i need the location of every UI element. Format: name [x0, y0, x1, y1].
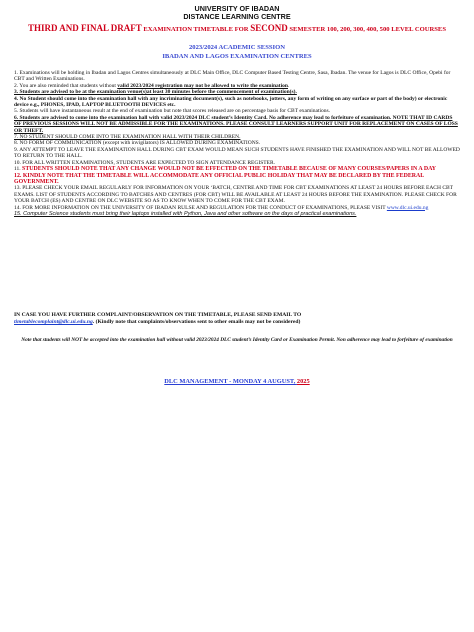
instruction-6: 6. Students are advised to come into the examination hall with valid 2023/2024 DLC student’s Identity Card. No adherence may lead to forfeiture of examination. NOTE THAT ID CARDS OF PREVIOUS SESSIONS WILL NOT BE ADMISSIBLE FOR THE EXAMINATIONS. PLEASE CONSULT LEARNERS SUPPORT UNIT FOR REPLACEMENT ON CASES OF LOSS OR THEFT. [14, 114, 458, 134]
footer-text: DLC MANAGEMENT - MONDAY 4 AUGUST, [164, 378, 297, 385]
instruction-10: 10. FOR ALL WRITTEN EXAMINATIONS, STUDENTS ARE EXPECTED TO SIGN ATTENDANCE REGISTER. [14, 159, 276, 166]
instruction-1: 1. Examinations will be holding in Ibadan and Lagos Centres simultaneously at DLC Main Office, DLC Computer Based Testing Centre, Sasa, Ibadan. The venue for Lagos is DLC Office, Opebi for CBT and Written Examinations. [14, 70, 451, 83]
footer-year: 2025 [296, 378, 310, 385]
footer-signature [0, 378, 474, 385]
centre-name: DISTANCE LEARNING CENTRE [183, 12, 291, 21]
instruction-7: 7. NO STUDENT SHOULD COME INTO THE EXAMINATION HALL WITH THEIR CHILDREN. [14, 134, 241, 141]
centres-label: IBADAN AND LAGOS EXAMINATION CENTRES [162, 53, 312, 60]
instruction-2: 2. You are also reminded that students without valid 2023/2024 registration may not be allowed to write the examination. [14, 82, 290, 89]
contact-line-1: IN CASE YOU HAVE FURTHER COMPLAINT/OBSERVATION ON THE TIMETABLE, PLEASE SEND EMAIL TO [14, 312, 302, 318]
instruction-3: 3. Students are advised to be at the examination venue(s)at least 30 minutes before the commencement of examination(s). [14, 89, 297, 96]
instruction-8: 8. NO FORM OF COMMUNICATION (except with invigilators) IS ALLOWED DURING EXAMINATIONS. [14, 140, 261, 147]
contact-line-2: . (Kindly note that complaints/observations sent to other emails may not be considered) [92, 319, 301, 325]
timetable-title [18, 24, 456, 34]
title-second: SECOND [250, 23, 288, 33]
instruction-4: 4. No Student should come into the examination hall with any incriminating document(s), such as notebooks, jotters, any form of writing on any surface or part of the body) or electronic device e.g., PHONES, IPAD, LAPTOP BLUETOOTH DEVICES etc. [14, 95, 448, 109]
instruction-13: 13. PLEASE CHECK YOUR EMAIL REGULARLY FOR INFORMATION ON YOUR ‘BATCH, CENTRE AND TIME FOR CBT EXAMINATIONS AT LEAST 24 HOURS BEFORE EACH CBT EXAMS. LIST OF STUDENTS ACCORDING TO BATCHES AND CENTRES (FOR CBT) WILL BE AVAILABLE AT LEAST 24 HOURS BEFORE THE EXAMINATION. PLEASE CHECK FOR YOUR BATCH (ES) AND CENTRE ON DLC WEBSITE SO AS TO KNOW WHEN TO COME FOR THE CBT EXAM. [14, 185, 457, 205]
instruction-12: 12. KINDLY NOTE THAT THE TIMETABLE WILL ACCOMMODATE ANY OFFICIAL PUBLIC HOLIDAY THAT MAY BE DECLARED BY THE FEDERAL GOVERNMENT. [14, 172, 424, 185]
title-mid: EXAMINATION TIMETABLE FOR [141, 26, 251, 33]
university-name: UNIVERSITY OF IBADAN [194, 4, 280, 13]
instructions-list [14, 70, 460, 217]
session-label: 2023/2024 ACADEMIC SESSION [189, 44, 285, 51]
instruction-9: 9. ANY ATTEMPT TO LEAVE THE EXAMINATION HALL DURING CBT EXAM WOULD MEAN SUCH STUDENTS HAVE FINISHED THE EXAMINATION AND WILL NOT BE ALLOWED TO RETURN TO THE HALL. [14, 146, 460, 160]
instruction-15: 15. Computer Science students must bring their laptops installed with Python, Java and other software on the days of practical examinations. [14, 210, 357, 217]
title-draft: THIRD AND FINAL DRAFT [27, 23, 142, 33]
instruction-11: 11. STUDENTS SHOULD NOTE THAT ANY CHANGE WOULD NOT BE EFFECTED ON THE TIMETABLE BECAUSE OF MANY COURSES/PAPERS IN A DAY [14, 166, 437, 173]
instruction-5: 5. Students will have instantaneous result at the end of examination but note that scores released are on percentage basis for CBT examinations. [14, 108, 331, 115]
complaint-email-link[interactable]: timetablecomplaint@dlc.ui.edu.ng [14, 319, 93, 325]
instruction-14: 14. FOR MORE INFORMATION ON THE UNIVERSITY OF IBADAN RULSE AND REGULATION FOR THE CONDUCT OF EXAMINATIONS, PLEASE VISIT www.dlc.ui.edu.ng [14, 204, 429, 211]
id-card-note: Note that students will NOT be accepted into the examination hall without valid 2023/2024 DLC student’s Identity Card or Examination Permit. Non adherence may lead to forfeiture of examination [21, 337, 453, 343]
dlc-website-link[interactable]: www.dlc.ui.edu.ng [386, 204, 429, 211]
title-rest: SEMESTER 100, 200, 300, 400, 500 LEVEL COURSES [287, 26, 447, 33]
complaint-contact [14, 312, 460, 326]
